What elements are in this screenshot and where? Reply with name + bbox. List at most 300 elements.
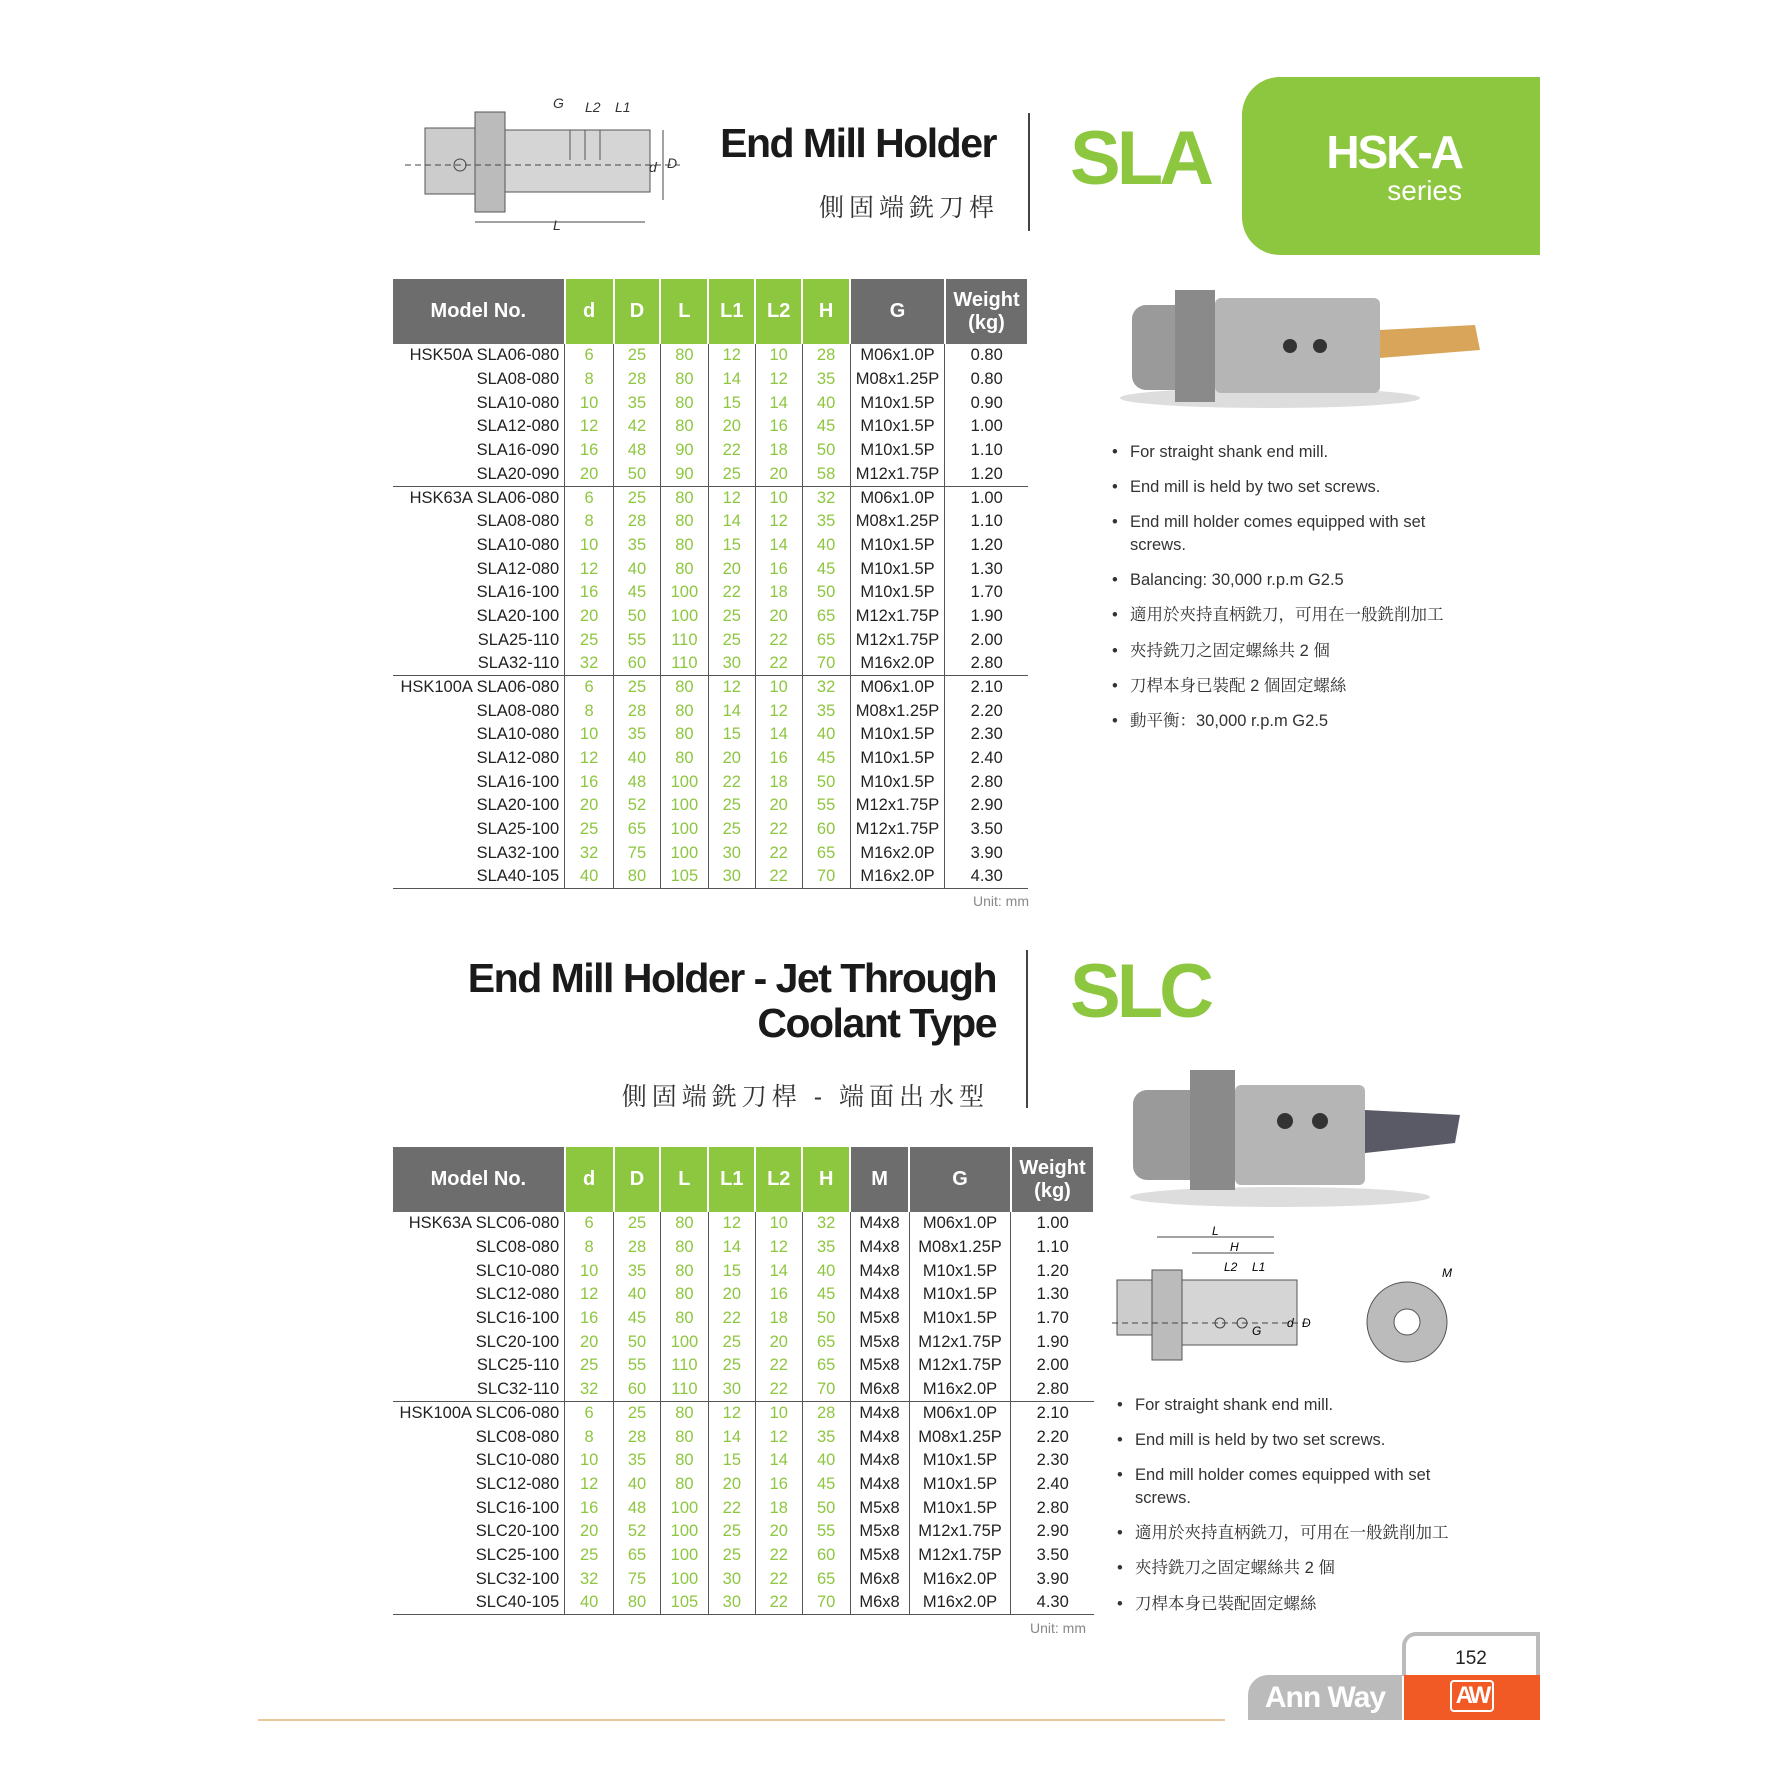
- value-cell: 80: [660, 344, 708, 368]
- series-badge: [1242, 77, 1540, 255]
- value-cell: 6: [565, 1212, 614, 1236]
- value-cell: 60: [802, 1544, 850, 1568]
- value-cell: 2.30: [970, 725, 1003, 744]
- label-l: L: [1212, 1225, 1219, 1238]
- column-header: Model No.: [393, 279, 565, 344]
- table-row: [393, 534, 1028, 558]
- value-cell: 16: [755, 1473, 802, 1497]
- value-cell: M06x1.0P: [850, 486, 945, 510]
- value-cell: 20: [565, 1330, 614, 1354]
- model-cell: SLC08-080: [393, 1425, 565, 1449]
- value-cell: 16: [755, 1283, 802, 1307]
- value-cell: 70: [802, 1591, 850, 1615]
- divider: [1026, 950, 1028, 1108]
- value-cell: 35: [614, 391, 661, 415]
- value-cell: M12x1.75P: [850, 628, 945, 652]
- value-cell: 25: [708, 818, 755, 842]
- model-cell: SLC32-110: [393, 1378, 565, 1402]
- value-cell: 100: [660, 1330, 708, 1354]
- value-cell: 70: [802, 652, 850, 676]
- value-cell: 0.80: [970, 370, 1003, 389]
- value-cell: 65: [614, 818, 661, 842]
- value-cell: 60: [614, 1378, 661, 1402]
- value-cell: 100: [660, 818, 708, 842]
- value-cell: 20: [565, 462, 614, 486]
- value-cell: 45: [614, 581, 661, 605]
- value-cell: M16x2.0P: [850, 841, 945, 865]
- value-cell: 16: [565, 1496, 614, 1520]
- value-cell: 12: [565, 747, 614, 771]
- value-cell: 80: [660, 699, 708, 723]
- feature-item: • For straight shank end mill.: [1110, 441, 1450, 464]
- value-cell: 110: [660, 628, 708, 652]
- value-cell: 28: [614, 368, 661, 392]
- table-row: [393, 605, 1028, 629]
- value-cell: 18: [755, 770, 802, 794]
- value-cell: M5x8: [850, 1307, 909, 1331]
- value-cell: M12x1.75P: [909, 1544, 1011, 1568]
- value-cell: 100: [660, 794, 708, 818]
- feature-item: • End mill is held by two set screws.: [1115, 1429, 1455, 1452]
- value-cell: 3.90: [970, 843, 1003, 862]
- value-cell: 50: [802, 439, 850, 463]
- value-cell: 100: [660, 605, 708, 629]
- value-cell: 15: [708, 1259, 755, 1283]
- value-cell: 22: [755, 1544, 802, 1568]
- value-cell: 8: [565, 510, 614, 534]
- feature-item: • 刀桿本身已裝配固定螺絲: [1115, 1593, 1455, 1616]
- value-cell: 32: [565, 1567, 614, 1591]
- table-row: [393, 391, 1028, 415]
- label-D: D: [667, 155, 678, 171]
- table-row: [393, 510, 1028, 534]
- value-cell: 90: [660, 462, 708, 486]
- value-cell: 48: [614, 770, 661, 794]
- table-row: [393, 1307, 1094, 1331]
- value-cell: 75: [614, 841, 661, 865]
- value-cell: M10x1.5P: [909, 1496, 1011, 1520]
- value-cell: 14: [708, 1425, 755, 1449]
- value-cell: 25: [614, 486, 661, 510]
- value-cell: 50: [614, 462, 661, 486]
- table-row: [393, 1236, 1094, 1260]
- value-cell: 50: [802, 770, 850, 794]
- value-cell: 32: [565, 841, 614, 865]
- value-cell: M10x1.5P: [850, 581, 945, 605]
- value-cell: 40: [565, 865, 614, 889]
- value-cell: M12x1.75P: [850, 605, 945, 629]
- model-cell: SLA08-080: [393, 699, 565, 723]
- value-cell: 8: [565, 1236, 614, 1260]
- value-cell: 25: [614, 1212, 661, 1236]
- value-cell: 28: [614, 1236, 661, 1260]
- model-cell: SLC10-080: [393, 1259, 565, 1283]
- table-row: [393, 581, 1028, 605]
- value-cell: 20: [708, 557, 755, 581]
- footer-rule: [258, 1719, 1225, 1721]
- value-cell: 1.20: [1036, 1261, 1069, 1280]
- value-cell: 1.30: [970, 559, 1003, 578]
- value-cell: M5x8: [850, 1520, 909, 1544]
- slc-title-line1: End Mill Holder - Jet Through: [467, 955, 996, 1001]
- value-cell: 22: [708, 581, 755, 605]
- value-cell: 2.90: [970, 796, 1003, 815]
- value-cell: 28: [802, 344, 850, 368]
- model-cell: SLA10-080: [393, 723, 565, 747]
- value-cell: M12x1.75P: [850, 794, 945, 818]
- value-cell: M10x1.5P: [909, 1473, 1011, 1497]
- value-cell: 25: [614, 676, 661, 700]
- value-cell: 80: [660, 415, 708, 439]
- value-cell: 10: [565, 534, 614, 558]
- model-cell: SLA12-080: [393, 747, 565, 771]
- value-cell: 80: [660, 391, 708, 415]
- value-cell: M16x2.0P: [909, 1591, 1011, 1615]
- column-header: L: [660, 1147, 708, 1212]
- slc-dimension-diagram: [1112, 1225, 1467, 1375]
- value-cell: 80: [660, 1259, 708, 1283]
- model-cell: SLA20-100: [393, 794, 565, 818]
- table-row: [393, 1402, 1094, 1426]
- value-cell: 58: [802, 462, 850, 486]
- value-cell: 22: [708, 1496, 755, 1520]
- value-cell: 30: [708, 865, 755, 889]
- value-cell: 20: [565, 605, 614, 629]
- table-row: [393, 1425, 1094, 1449]
- value-cell: 4.30: [945, 865, 1028, 889]
- value-cell: 52: [614, 1520, 661, 1544]
- value-cell: 32: [802, 486, 850, 510]
- feature-item: • For straight shank end mill.: [1115, 1394, 1455, 1417]
- value-cell: 3.50: [970, 820, 1003, 839]
- value-cell: 50: [802, 1307, 850, 1331]
- model-cell: SLA08-080: [393, 510, 565, 534]
- value-cell: 80: [660, 1236, 708, 1260]
- value-cell: 22: [755, 1567, 802, 1591]
- value-cell: 25: [565, 1354, 614, 1378]
- value-cell: 14: [708, 368, 755, 392]
- value-cell: 25: [614, 344, 661, 368]
- value-cell: M4x8: [850, 1449, 909, 1473]
- value-cell: 20: [708, 1283, 755, 1307]
- model-cell: SLC12-080: [393, 1473, 565, 1497]
- value-cell: 60: [802, 818, 850, 842]
- table-row: [393, 1354, 1094, 1378]
- value-cell: 1.00: [945, 486, 1028, 510]
- slc-unit: Unit: mm: [1030, 1620, 1086, 1636]
- logo-mark: AW: [1450, 1680, 1495, 1712]
- model-cell: SLA25-100: [393, 818, 565, 842]
- feature-item: • 夾持銑刀之固定螺絲共 2 個: [1115, 1557, 1455, 1580]
- sla-dimension-diagram: [405, 90, 680, 235]
- page-number: 152: [1455, 1648, 1487, 1669]
- value-cell: 15: [708, 391, 755, 415]
- value-cell: M12x1.75P: [850, 462, 945, 486]
- divider: [1028, 113, 1030, 231]
- model-cell: SLC20-100: [393, 1330, 565, 1354]
- value-cell: 2.10: [945, 676, 1028, 700]
- value-cell: 16: [565, 581, 614, 605]
- value-cell: M4x8: [850, 1212, 909, 1236]
- value-cell: 10: [565, 391, 614, 415]
- label-g: G: [553, 95, 564, 111]
- value-cell: 65: [802, 628, 850, 652]
- model-cell: SLA32-110: [393, 652, 565, 676]
- value-cell: 22: [755, 1378, 802, 1402]
- value-cell: M10x1.5P: [850, 747, 945, 771]
- table-row: [393, 1212, 1094, 1236]
- model-cell: SLA10-080: [393, 391, 565, 415]
- value-cell: 40: [802, 723, 850, 747]
- value-cell: 16: [755, 557, 802, 581]
- model-cell: SLA20-090: [393, 462, 565, 486]
- value-cell: 2.80: [970, 772, 1003, 791]
- value-cell: 35: [614, 534, 661, 558]
- model-cell: SLC32-100: [393, 1567, 565, 1591]
- label-l1: L1: [1252, 1260, 1266, 1274]
- column-header: d: [565, 1147, 614, 1212]
- value-cell: M10x1.5P: [909, 1307, 1011, 1331]
- value-cell: 8: [565, 699, 614, 723]
- value-cell: 2.40: [970, 749, 1003, 768]
- label-l2: L2: [585, 99, 601, 115]
- column-header: L2: [755, 1147, 802, 1212]
- value-cell: 80: [614, 865, 661, 889]
- value-cell: M6x8: [850, 1567, 909, 1591]
- value-cell: 20: [708, 415, 755, 439]
- value-cell: 35: [802, 1236, 850, 1260]
- value-cell: 15: [708, 534, 755, 558]
- value-cell: 1.90: [1036, 1332, 1069, 1351]
- value-cell: 18: [755, 581, 802, 605]
- value-cell: 6: [565, 344, 614, 368]
- value-cell: 42: [614, 415, 661, 439]
- value-cell: 22: [755, 1354, 802, 1378]
- model-cell: HSK63A SLA06-080: [393, 486, 565, 510]
- model-cell: HSK100A SLA06-080: [393, 676, 565, 700]
- value-cell: 20: [708, 747, 755, 771]
- value-cell: 10: [755, 486, 802, 510]
- value-cell: 12: [755, 1425, 802, 1449]
- value-cell: M10x1.5P: [850, 415, 945, 439]
- value-cell: 45: [802, 1283, 850, 1307]
- table-row: [393, 439, 1028, 463]
- value-cell: 55: [802, 1520, 850, 1544]
- sla-title-zh: 側固端銑刀桿: [818, 194, 999, 222]
- value-cell: 1.00: [970, 417, 1003, 436]
- value-cell: 22: [755, 818, 802, 842]
- value-cell: 40: [614, 557, 661, 581]
- value-cell: 12: [565, 1283, 614, 1307]
- value-cell: 35: [802, 699, 850, 723]
- value-cell: 14: [755, 723, 802, 747]
- value-cell: M08x1.25P: [909, 1425, 1011, 1449]
- column-header: M: [850, 1147, 909, 1212]
- model-cell: HSK50A SLA06-080: [393, 344, 565, 368]
- value-cell: 1.20: [970, 464, 1003, 483]
- value-cell: 22: [708, 770, 755, 794]
- value-cell: 40: [802, 391, 850, 415]
- table-row: [393, 557, 1028, 581]
- value-cell: 35: [614, 1259, 661, 1283]
- value-cell: 100: [660, 581, 708, 605]
- value-cell: 40: [614, 1473, 661, 1497]
- feature-item: • End mill is held by two set screws.: [1110, 476, 1450, 499]
- value-cell: M5x8: [850, 1496, 909, 1520]
- feature-item: • 適用於夾持直柄銑刀，可用在一般銑削加工: [1115, 1522, 1455, 1545]
- value-cell: M06x1.0P: [850, 344, 945, 368]
- sla-title: End Mill Holder: [720, 120, 996, 166]
- column-header: d: [565, 279, 614, 344]
- value-cell: 14: [708, 1236, 755, 1260]
- value-cell: 25: [708, 628, 755, 652]
- value-cell: 40: [614, 747, 661, 771]
- model-cell: SLA16-100: [393, 770, 565, 794]
- brand-name: [1248, 1675, 1402, 1720]
- value-cell: 100: [660, 1544, 708, 1568]
- column-header: D: [614, 1147, 661, 1212]
- table-row: [393, 699, 1028, 723]
- value-cell: 28: [614, 1425, 661, 1449]
- table-row: [393, 1473, 1094, 1497]
- value-cell: 10: [565, 723, 614, 747]
- value-cell: 110: [660, 1354, 708, 1378]
- slc-title-line2: Coolant Type: [757, 1000, 996, 1046]
- model-cell: SLA25-110: [393, 628, 565, 652]
- value-cell: 45: [802, 415, 850, 439]
- value-cell: 75: [614, 1567, 661, 1591]
- table-row: [393, 865, 1028, 889]
- value-cell: 110: [660, 652, 708, 676]
- value-cell: 55: [614, 628, 661, 652]
- value-cell: 80: [660, 1449, 708, 1473]
- value-cell: 10: [755, 1212, 802, 1236]
- value-cell: 2.20: [970, 701, 1003, 720]
- value-cell: 60: [614, 652, 661, 676]
- value-cell: M4x8: [850, 1283, 909, 1307]
- value-cell: 30: [708, 1378, 755, 1402]
- model-cell: SLA12-080: [393, 415, 565, 439]
- model-cell: SLA08-080: [393, 368, 565, 392]
- model-cell: SLC16-100: [393, 1496, 565, 1520]
- label-g: G: [1252, 1324, 1262, 1338]
- model-cell: HSK100A SLC06-080: [393, 1402, 565, 1426]
- sla-spec-table: [393, 279, 1029, 889]
- value-cell: M5x8: [850, 1354, 909, 1378]
- value-cell: 2.30: [1036, 1451, 1069, 1470]
- value-cell: 10: [755, 1402, 802, 1426]
- value-cell: M06x1.0P: [850, 676, 945, 700]
- slc-spec-table: [393, 1147, 1095, 1615]
- value-cell: 14: [755, 391, 802, 415]
- model-cell: SLA20-100: [393, 605, 565, 629]
- value-cell: 80: [660, 1212, 708, 1236]
- value-cell: 25: [708, 1544, 755, 1568]
- value-cell: M16x2.0P: [850, 652, 945, 676]
- value-cell: M10x1.5P: [850, 534, 945, 558]
- value-cell: 105: [660, 865, 708, 889]
- value-cell: 2.90: [1036, 1522, 1069, 1541]
- value-cell: M16x2.0P: [850, 865, 945, 889]
- value-cell: 10: [565, 1259, 614, 1283]
- model-cell: SLA40-105: [393, 865, 565, 889]
- value-cell: 25: [708, 1354, 755, 1378]
- value-cell: 65: [802, 1330, 850, 1354]
- feature-item: • End mill holder comes equipped with set screws.: [1115, 1464, 1455, 1510]
- value-cell: 40: [802, 1449, 850, 1473]
- value-cell: 30: [708, 841, 755, 865]
- value-cell: 100: [660, 770, 708, 794]
- value-cell: 12: [708, 486, 755, 510]
- column-header: G: [909, 1147, 1011, 1212]
- value-cell: 12: [755, 510, 802, 534]
- value-cell: 80: [660, 486, 708, 510]
- feature-item: • 動平衡：30,000 r.p.m G2.5: [1110, 710, 1450, 733]
- value-cell: 50: [614, 1330, 661, 1354]
- value-cell: 30: [708, 1591, 755, 1615]
- value-cell: 22: [755, 652, 802, 676]
- value-cell: 32: [802, 1212, 850, 1236]
- value-cell: 100: [660, 1567, 708, 1591]
- value-cell: M06x1.0P: [909, 1402, 1011, 1426]
- value-cell: 30: [708, 652, 755, 676]
- value-cell: M6x8: [850, 1378, 909, 1402]
- value-cell: 80: [660, 747, 708, 771]
- value-cell: 14: [708, 510, 755, 534]
- label-D: D: [1302, 1316, 1311, 1330]
- value-cell: 20: [755, 605, 802, 629]
- value-cell: 20: [755, 794, 802, 818]
- value-cell: 32: [565, 652, 614, 676]
- value-cell: 52: [614, 794, 661, 818]
- value-cell: 1.00: [1036, 1214, 1069, 1233]
- value-cell: 4.30: [1011, 1591, 1094, 1615]
- value-cell: 28: [614, 510, 661, 534]
- table-row: [393, 1544, 1094, 1568]
- column-header: H: [802, 1147, 850, 1212]
- value-cell: 8: [565, 368, 614, 392]
- value-cell: 6: [565, 486, 614, 510]
- value-cell: 10: [755, 344, 802, 368]
- value-cell: 50: [802, 581, 850, 605]
- value-cell: 12: [755, 368, 802, 392]
- label-l1: L1: [615, 99, 631, 115]
- value-cell: 110: [660, 1378, 708, 1402]
- value-cell: 70: [802, 865, 850, 889]
- value-cell: 12: [565, 557, 614, 581]
- table-row: [393, 344, 1028, 368]
- value-cell: M12x1.75P: [850, 818, 945, 842]
- value-cell: M12x1.75P: [909, 1520, 1011, 1544]
- value-cell: 65: [802, 605, 850, 629]
- value-cell: 35: [802, 368, 850, 392]
- value-cell: 35: [802, 1425, 850, 1449]
- value-cell: M10x1.5P: [850, 557, 945, 581]
- value-cell: 40: [802, 1259, 850, 1283]
- value-cell: 2.80: [1036, 1379, 1069, 1398]
- sla-product-image: [1120, 280, 1490, 415]
- value-cell: 80: [614, 1591, 661, 1615]
- value-cell: M4x8: [850, 1402, 909, 1426]
- value-cell: 16: [565, 439, 614, 463]
- value-cell: 35: [614, 1449, 661, 1473]
- value-cell: 12: [755, 699, 802, 723]
- value-cell: 2.00: [970, 630, 1003, 649]
- value-cell: 32: [802, 676, 850, 700]
- value-cell: 28: [614, 699, 661, 723]
- value-cell: 25: [708, 794, 755, 818]
- value-cell: 20: [755, 462, 802, 486]
